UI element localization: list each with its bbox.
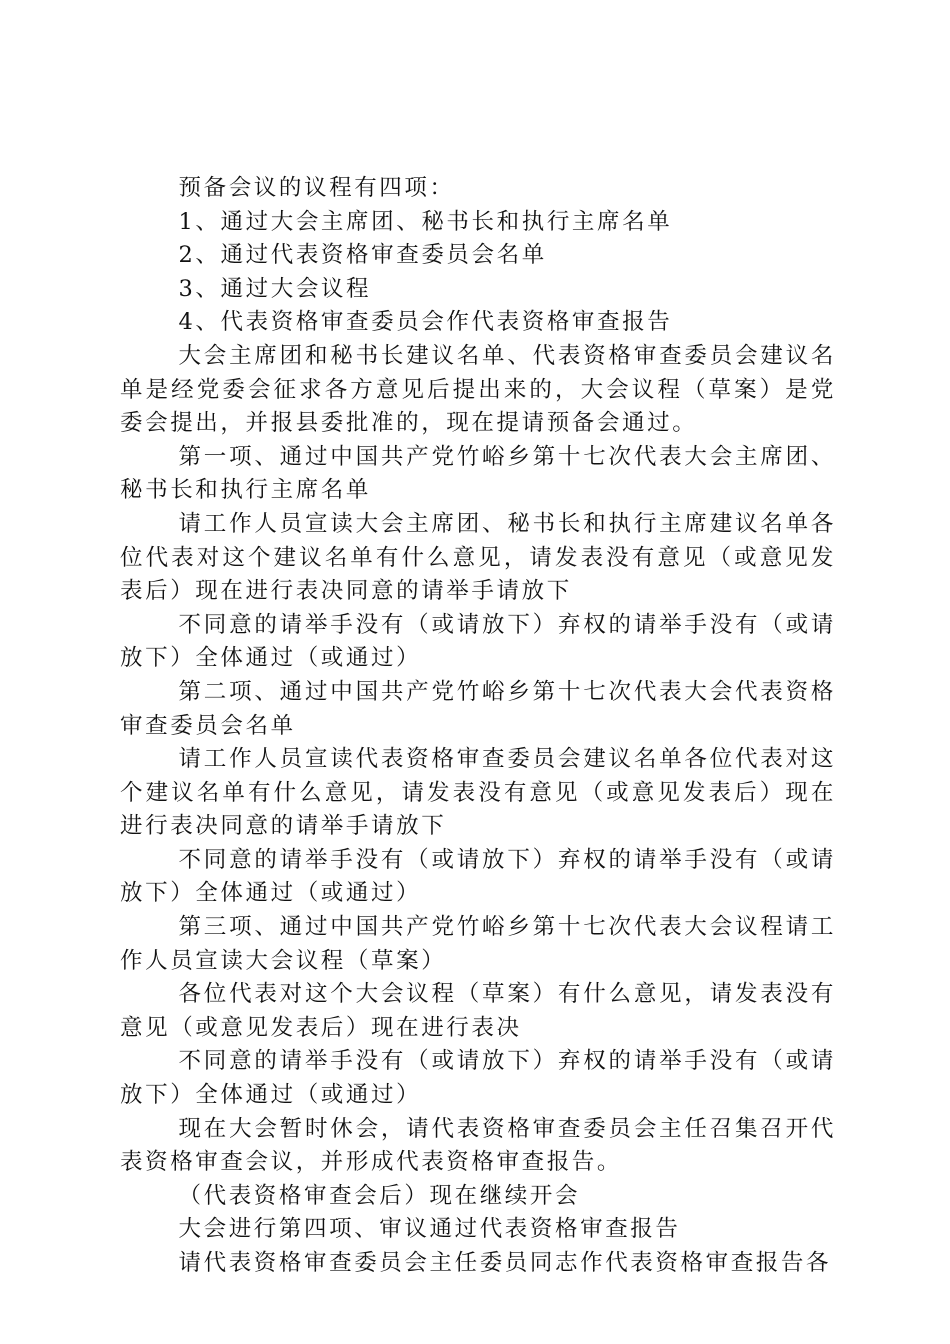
agenda-intro: 预备会议的议程有四项： bbox=[178, 175, 455, 201]
paragraph: 大会主席团和秘书长建议名单、代表资格审查委员会建议名单是经党委会征求各方意见后提出来的，大会议程（草案）是党委会提出，并报县委批准的，现在提请预备会通过。 bbox=[120, 342, 836, 437]
paragraph: 请工作人员宣读代表资格审查委员会建议名单各位代表对这个建议名单有什么意见，请发表没有意见（或意见发表后）现在进行表决同意的请举手请放下 bbox=[120, 746, 836, 840]
paragraph: 请工作人员宣读大会主席团、秘书长和执行主席建议名单各位代表对这个建议名单有什么意见，请发表没有意见（或意见发表后）现在进行表决同意的请举手请放下 bbox=[120, 510, 836, 605]
agenda-item-1: 1、通过大会主席团、秘书长和执行主席名单 bbox=[178, 208, 673, 235]
section-heading-item-4: 大会进行第四项、审议通过代表资格审查报告 bbox=[178, 1216, 681, 1243]
agenda-item-3: 3、通过大会议程 bbox=[178, 275, 372, 302]
paragraph: 各位代表对这个大会议程（草案）有什么意见，请发表没有意见（或意见发表后）现在进行表决 bbox=[120, 981, 836, 1041]
section-heading-item-1: 第一项、通过中国共产党竹峪乡第十七次代表大会主席团、秘书长和执行主席名单 bbox=[120, 443, 836, 504]
paragraph: （代表资格审查会后）现在继续开会 bbox=[178, 1182, 581, 1209]
paragraph: 现在大会暂时休会，请代表资格审查委员会主任召集召开代表资格审查会议，并形成代表资格审查报告。 bbox=[120, 1115, 836, 1176]
section-heading-item-2: 第二项、通过中国共产党竹峪乡第十七次代表大会代表资格审查委员会名单 bbox=[120, 678, 836, 739]
agenda-item-2: 2、通过代表资格审查委员会名单 bbox=[178, 242, 547, 269]
document-body bbox=[120, 172, 836, 1281]
paragraph: 不同意的请举手没有（或请放下）弃权的请举手没有（或请放下）全体通过（或通过） bbox=[120, 846, 836, 907]
paragraph: 不同意的请举手没有（或请放下）弃权的请举手没有（或请放下）全体通过（或通过） bbox=[120, 611, 836, 672]
section-heading-item-3: 第三项、通过中国共产党竹峪乡第十七次代表大会议程请工作人员宣读大会议程（草案） bbox=[120, 914, 836, 974]
paragraph: 不同意的请举手没有（或请放下）弃权的请举手没有（或请放下）全体通过（或通过） bbox=[120, 1048, 836, 1109]
agenda-item-4: 4、代表资格审查委员会作代表资格审查报告 bbox=[178, 309, 673, 336]
paragraph: 请代表资格审查委员会主任委员同志作代表资格审查报告各 bbox=[178, 1250, 832, 1276]
